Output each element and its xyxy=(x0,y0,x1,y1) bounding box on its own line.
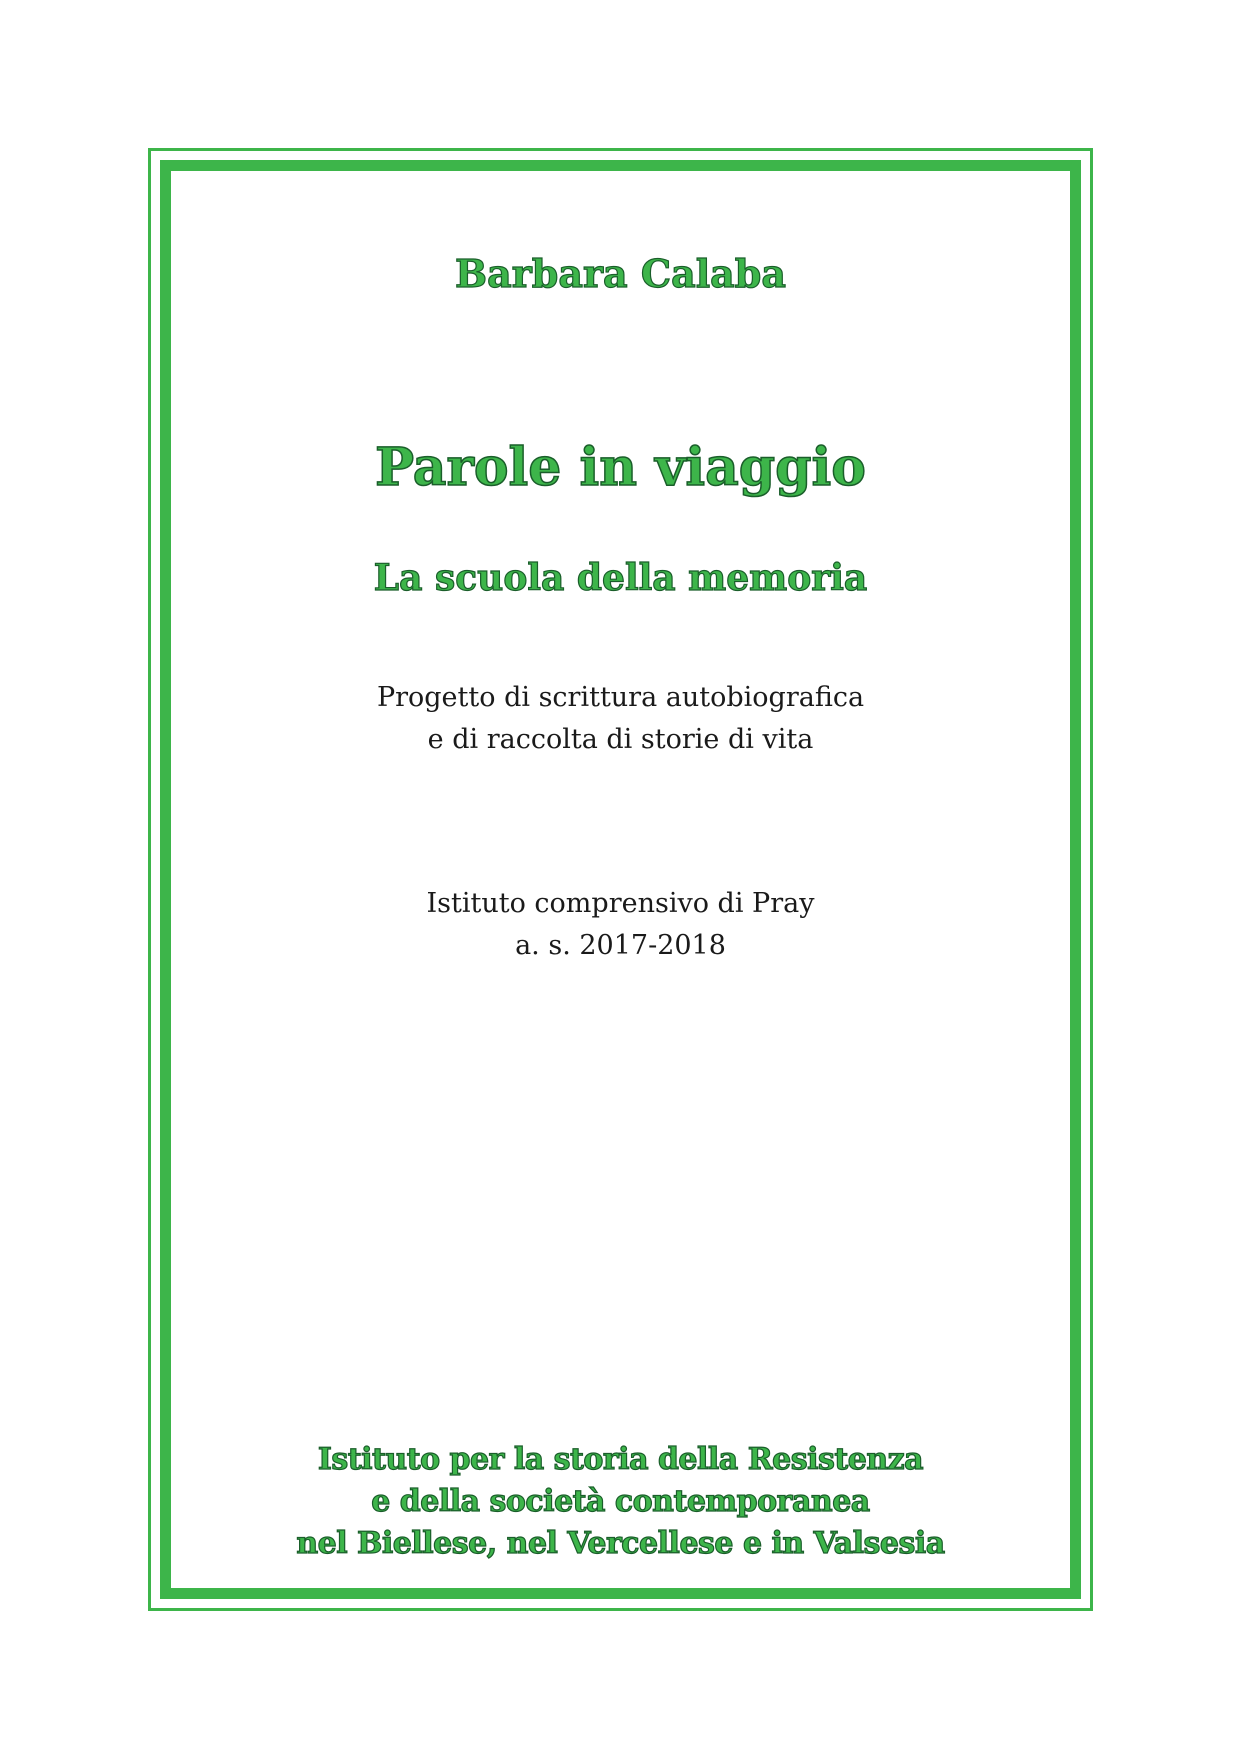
institution-line-1: Istituto comprensivo di Pray xyxy=(426,888,815,919)
publisher-line-2: e della società contemporanea xyxy=(371,1484,870,1519)
book-subtitle: La scuola della memoria xyxy=(373,557,868,599)
description-line-1: Progetto di scrittura autobiografica xyxy=(376,682,865,713)
publisher-line-3: nel Biellese, nel Vercellese e in Valsesia xyxy=(296,1526,945,1561)
institution-line-2: a. s. 2017-2018 xyxy=(515,930,726,961)
book-title: Parole in viaggio xyxy=(375,437,866,498)
cover-frame-inner xyxy=(160,160,1081,1599)
publisher-line-1: Istituto per la storia della Resistenza xyxy=(317,1442,924,1477)
author-name: Barbara Calaba xyxy=(455,251,786,296)
description-line-2: e di raccolta di storie di vita xyxy=(427,724,814,755)
